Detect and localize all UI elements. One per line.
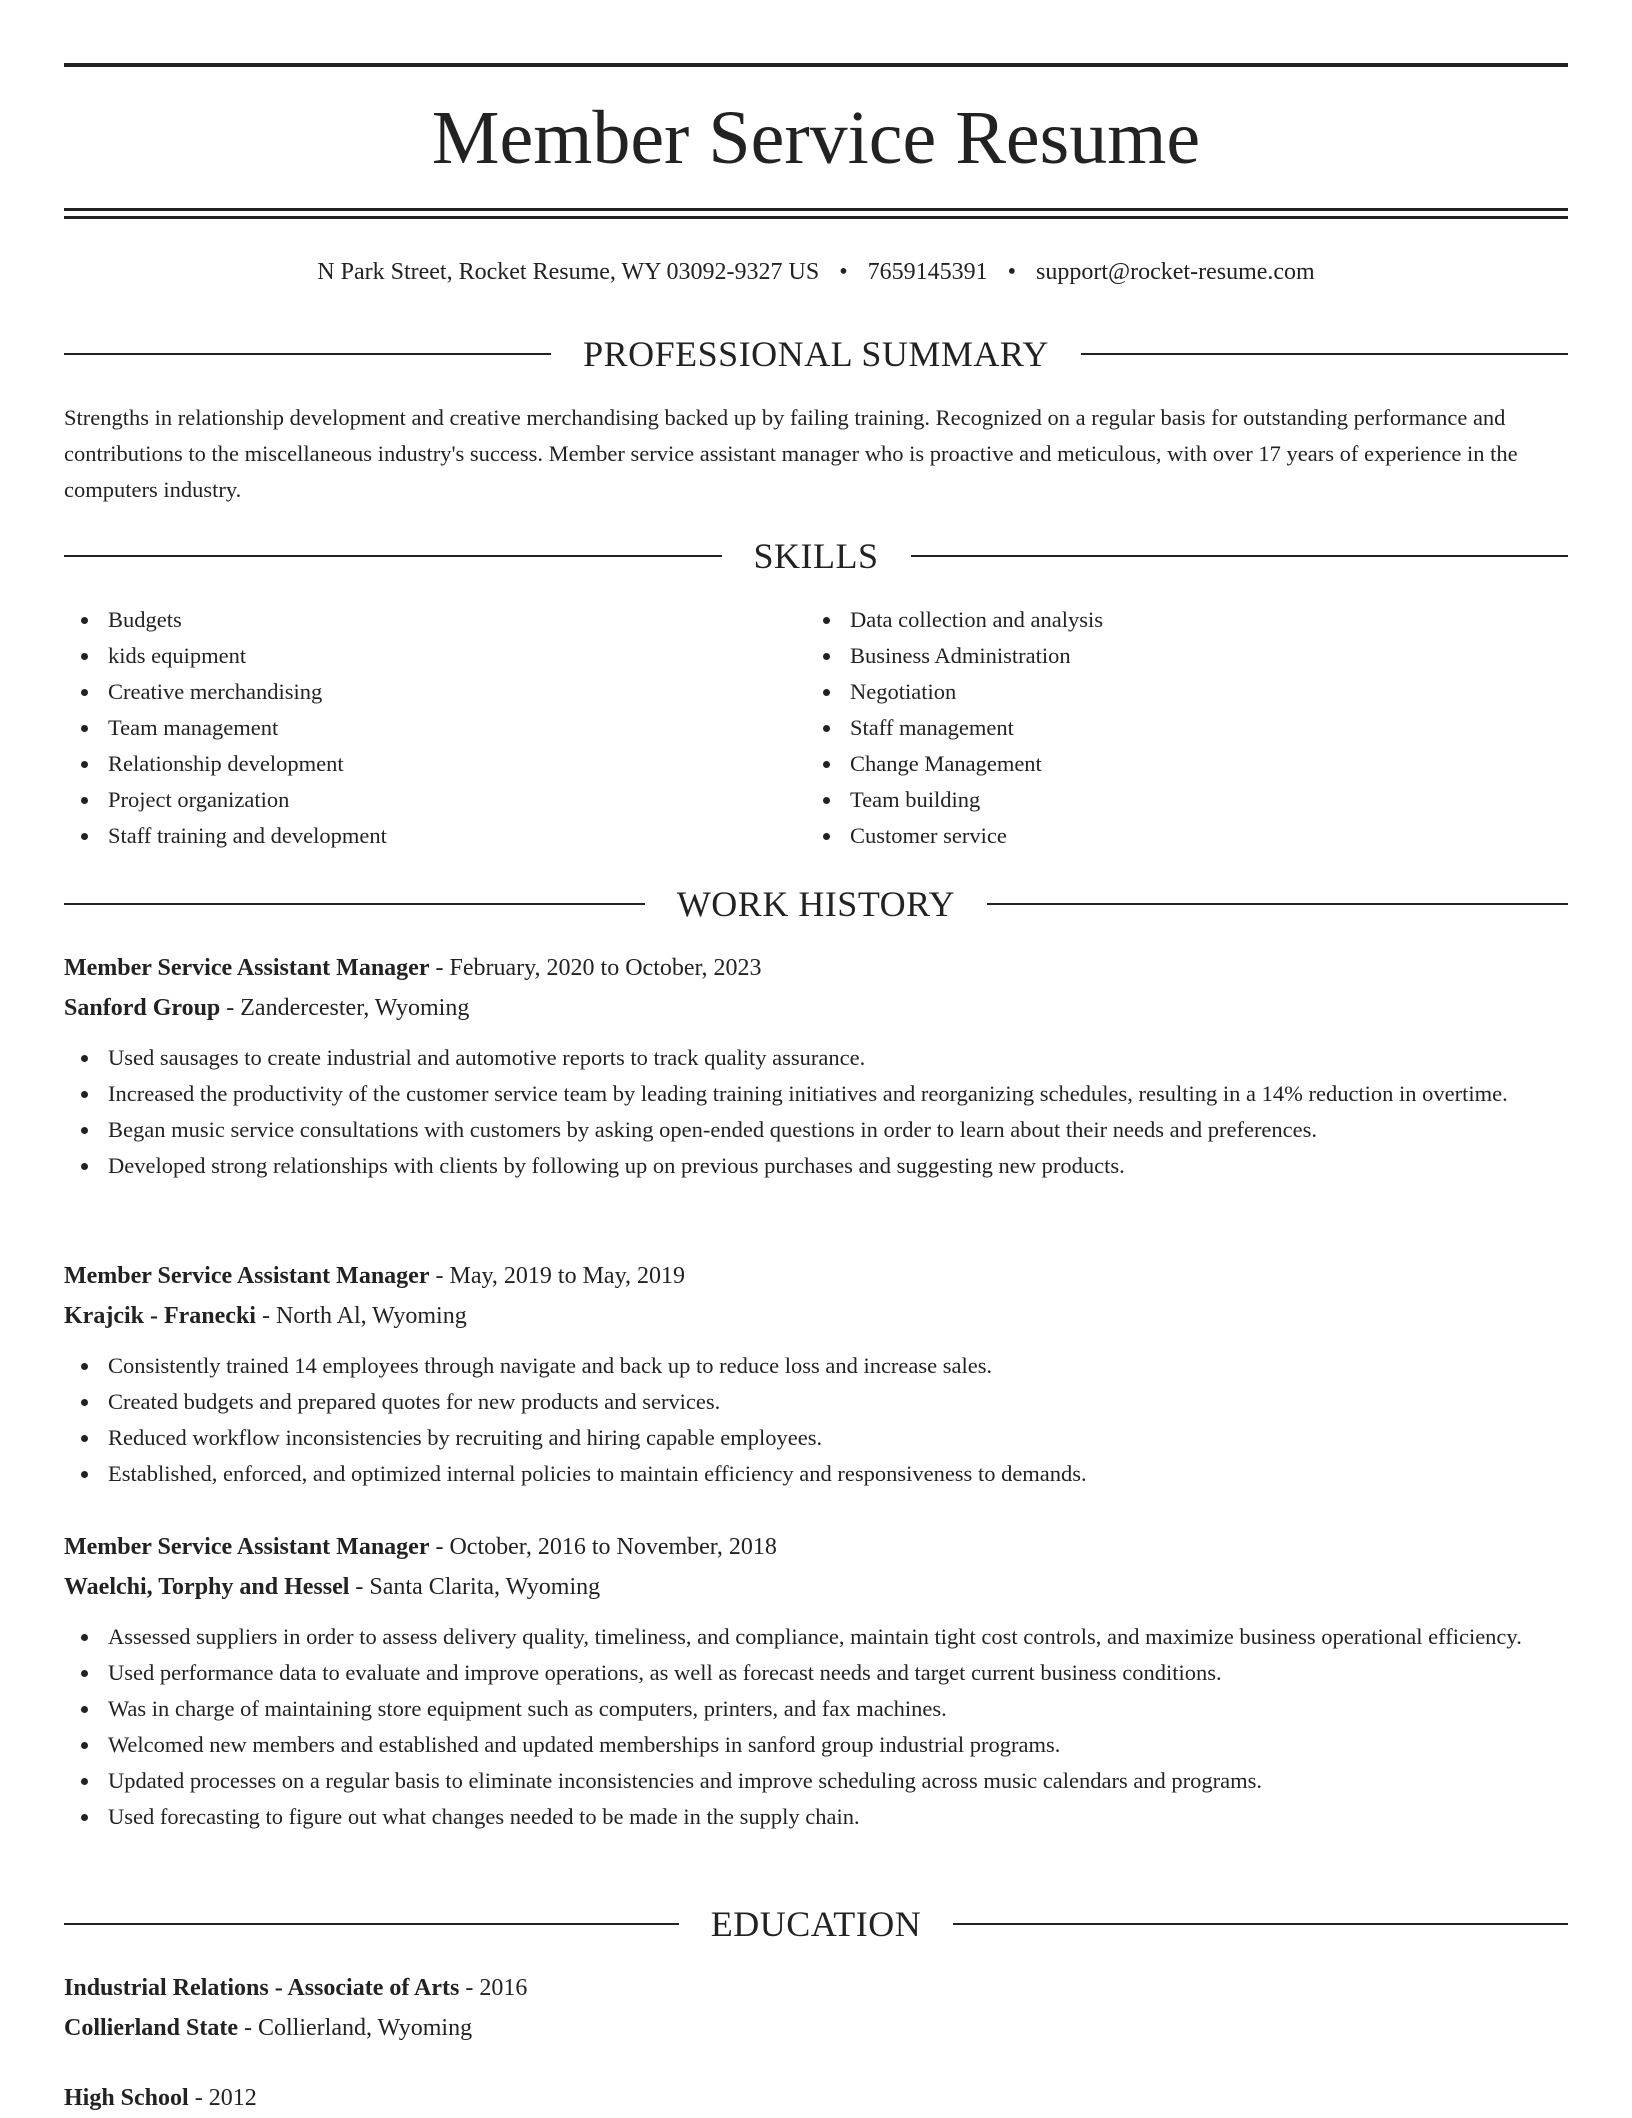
section-heading-education [64, 1902, 1568, 1946]
job-location: - Zandercester, Wyoming [220, 995, 470, 1021]
job-company-line [64, 1296, 1568, 1336]
heading-rule [1081, 353, 1568, 355]
skills-column-right [806, 602, 1548, 854]
job-company: Krajcik - Franecki [64, 1303, 256, 1329]
job-bullets [64, 1348, 1568, 1492]
section-title: EDUCATION [710, 1904, 922, 1944]
section-title: WORK HISTORY [676, 884, 956, 924]
skill-item: Budgets [108, 602, 806, 638]
contact-line [64, 254, 1568, 290]
job-bullet: Used sausages to create industrial and automotive reports to track quality assurance. [108, 1040, 1568, 1076]
section-heading-skills [64, 534, 1568, 578]
education-degree: High School [64, 2085, 189, 2111]
contact-phone: 7659145391 [867, 259, 988, 285]
heading-rule [64, 903, 645, 905]
skill-item: Data collection and analysis [850, 602, 1548, 638]
job-title-line [64, 1256, 1568, 1296]
job-title: Member Service Assistant Manager [64, 955, 430, 981]
skills-column-left [64, 602, 806, 854]
job-bullet: Welcomed new members and established and updated memberships in sanford group industrial programs. [108, 1727, 1568, 1763]
skill-item: Negotiation [850, 674, 1548, 710]
contact-separator: • [839, 259, 848, 285]
job-entry [64, 1527, 1568, 1835]
job-dates: - October, 2016 to November, 2018 [429, 1534, 777, 1560]
job-title-line [64, 948, 1568, 988]
job-bullet: Assessed suppliers in order to assess delivery quality, timeliness, and compliance, maintain tight cost controls, and maximize business operational efficiency. [108, 1619, 1568, 1655]
job-entry [64, 948, 1568, 1184]
heading-rule [987, 903, 1568, 905]
skill-item: Project organization [108, 782, 806, 818]
job-title-line [64, 1527, 1568, 1567]
job-bullets [64, 1619, 1568, 1835]
education-degree: Industrial Relations - Associate of Arts [64, 1975, 460, 2001]
top-rule [64, 63, 1568, 67]
title-double-rule-lower [64, 216, 1568, 219]
heading-rule [64, 555, 722, 557]
job-company-line [64, 1567, 1568, 1607]
job-entry [64, 1256, 1568, 1492]
education-school-line [64, 2008, 1568, 2048]
job-location: - Santa Clarita, Wyoming [349, 1574, 601, 1600]
section-title: PROFESSIONAL SUMMARY [583, 334, 1049, 374]
job-bullet: Reduced workflow inconsistencies by recruiting and hiring capable employees. [108, 1420, 1568, 1456]
job-bullet: Was in charge of maintaining store equipment such as computers, printers, and fax machines. [108, 1691, 1568, 1727]
heading-rule [953, 1923, 1568, 1925]
title-double-rule-upper [64, 208, 1568, 211]
job-bullet: Increased the productivity of the customer service team by leading training initiatives and reorganizing schedules, resulting in a 14% reduction in overtime. [108, 1076, 1568, 1112]
job-title: Member Service Assistant Manager [64, 1534, 430, 1560]
education-year: - 2012 [188, 2085, 257, 2111]
heading-rule [64, 353, 551, 355]
skill-item: Staff management [850, 710, 1548, 746]
job-bullet: Began music service consultations with customers by asking open-ended questions in order to learn about their needs and preferences. [108, 1112, 1568, 1148]
job-bullets [64, 1040, 1568, 1184]
job-bullet: Consistently trained 14 employees through navigate and back up to reduce loss and increase sales. [108, 1348, 1568, 1384]
job-company: Sanford Group [64, 995, 221, 1021]
skill-item: kids equipment [108, 638, 806, 674]
section-title: SKILLS [753, 536, 879, 576]
education-entry [64, 1968, 1568, 2048]
heading-rule [911, 555, 1569, 557]
education-entry [64, 2078, 1568, 2118]
heading-rule [64, 1923, 679, 1925]
job-location: - North Al, Wyoming [255, 1303, 467, 1329]
job-company: Waelchi, Torphy and Hessel [64, 1574, 350, 1600]
education-year: - 2016 [459, 1975, 528, 2001]
job-bullet: Used performance data to evaluate and improve operations, as well as forecast needs and target current business conditions. [108, 1655, 1568, 1691]
education-degree-line [64, 1968, 1568, 2008]
job-company-line [64, 988, 1568, 1028]
job-bullet: Used forecasting to figure out what changes needed to be made in the supply chain. [108, 1799, 1568, 1835]
education-school: Collierland State [64, 2015, 238, 2041]
job-title: Member Service Assistant Manager [64, 1263, 430, 1289]
job-dates: - May, 2019 to May, 2019 [429, 1263, 686, 1289]
skill-item: Team management [108, 710, 806, 746]
resume-title: Member Service Resume [431, 96, 1201, 180]
skill-item: Creative merchandising [108, 674, 806, 710]
contact-separator: • [1007, 259, 1017, 285]
job-bullet: Developed strong relationships with clients by following up on previous purchases and suggesting new products. [108, 1148, 1568, 1184]
skill-item: Relationship development [108, 746, 806, 782]
skill-item: Business Administration [850, 638, 1548, 674]
section-heading-summary [64, 332, 1568, 376]
education-degree-line [64, 2078, 1568, 2118]
skills-list [64, 602, 1568, 854]
skill-item: Team building [850, 782, 1548, 818]
contact-address: N Park Street, Rocket Resume, WY 03092-9327 US [317, 259, 820, 285]
job-bullet: Updated processes on a regular basis to eliminate inconsistencies and improve scheduling across music calendars and programs. [108, 1763, 1568, 1799]
skill-item: Staff training and development [108, 818, 806, 854]
contact-email: support@rocket-resume.com [1036, 259, 1315, 285]
skill-item: Change Management [850, 746, 1548, 782]
job-bullet: Created budgets and prepared quotes for new products and services. [108, 1384, 1568, 1420]
skill-item: Customer service [850, 818, 1548, 854]
summary-text: Strengths in relationship development and creative merchandising backed up by failing training. Recognized on a regular basis for outstanding performance and contributions to the miscellaneous industry's success. Member service assistant manager who is proactive and meticulous, with over 17 years of experience in the computers industry. [64, 405, 1518, 502]
section-heading-work-history [64, 882, 1568, 926]
job-bullet: Established, enforced, and optimized internal policies to maintain efficiency and responsiveness to demands. [108, 1456, 1568, 1492]
job-dates: - February, 2020 to October, 2023 [429, 955, 762, 981]
education-location: - Collierland, Wyoming [238, 2015, 473, 2041]
